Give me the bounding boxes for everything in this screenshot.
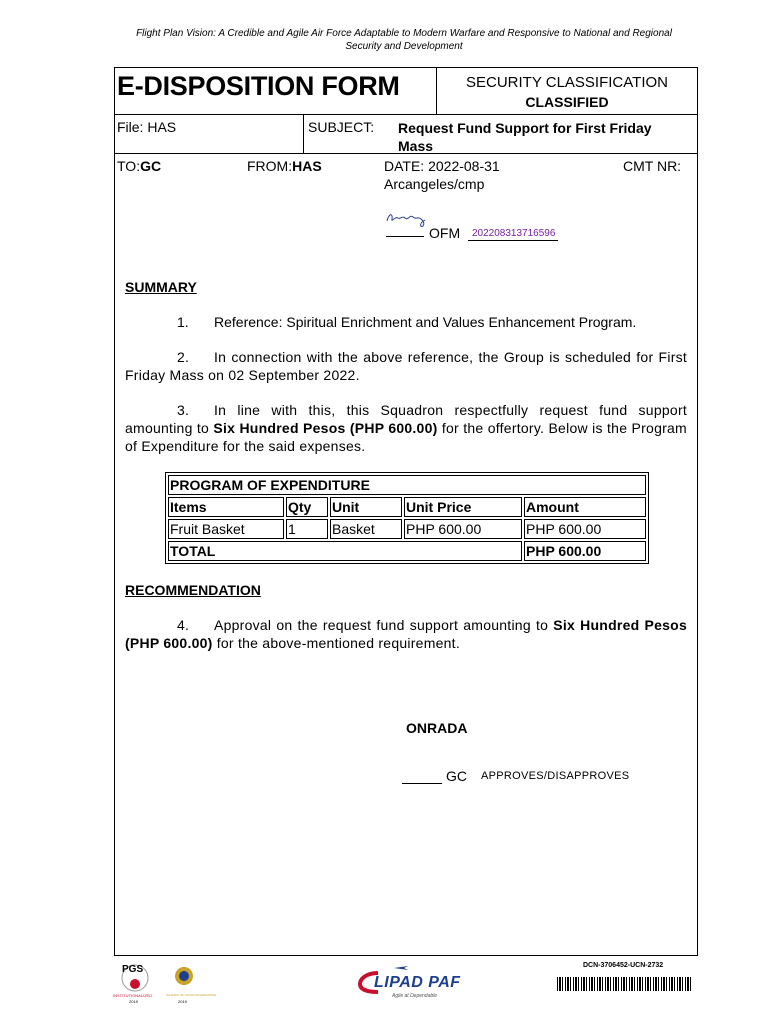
- date-field: [384, 157, 500, 175]
- form-title: E-DISPOSITION FORM: [117, 71, 400, 101]
- column-header: Amount: [524, 497, 646, 517]
- pgs-logo-text: PGS: [122, 964, 144, 975]
- from-field: [247, 157, 322, 175]
- brand-tagline: Agile at Dependable: [392, 993, 438, 999]
- governance-seal-icon: [166, 962, 202, 992]
- expenditure-table: [165, 472, 649, 564]
- subject-line-1: Request Fund Support for First Friday: [398, 120, 652, 136]
- cmt-label: CMT NR:: [623, 158, 682, 174]
- paragraph-1-number: 1.: [177, 314, 189, 330]
- paragraph-4-number: 4.: [177, 617, 190, 633]
- table-cell: PHP 600.00: [524, 519, 646, 539]
- governance-logo: [166, 962, 217, 1006]
- from-label: FROM:: [247, 158, 293, 174]
- jet-icon: [394, 964, 408, 972]
- column-header: Qty: [286, 497, 328, 517]
- approval-action: APPROVES/DISAPPROVES: [481, 770, 630, 782]
- vision-line-1: Flight Plan Vision: A Credible and Agile Air Force Adaptable to Modern Warfare and Responsive to National and Regional: [136, 28, 672, 39]
- pgs-logo: [113, 962, 157, 1006]
- subject-label: SUBJECT:: [308, 119, 375, 135]
- total-value: PHP 600.00: [524, 541, 646, 561]
- governance-logo-caption: ISLANDS OF GOOD GOVERNANCE: [166, 993, 217, 997]
- pgs-logo-caption: INSTITUTIONALIZED: [113, 993, 153, 998]
- approval-gc-label: GC: [446, 768, 467, 784]
- total-label: TOTAL: [168, 541, 522, 561]
- signature-line: [386, 236, 424, 237]
- paragraph-4: [125, 616, 687, 652]
- summary-heading: SUMMARY: [125, 279, 197, 295]
- paragraph-2: [125, 348, 687, 384]
- table-row: [168, 519, 646, 539]
- disposition-form: [114, 67, 698, 956]
- brand-name: LIPAD PAF: [374, 974, 461, 991]
- security-classification-label: SECURITY CLASSIFICATION: [466, 74, 668, 91]
- table-cell: Basket: [330, 519, 402, 539]
- approval-line: [402, 783, 442, 784]
- column-header: Unit Price: [404, 497, 522, 517]
- paragraph-3-amount: Six Hundred Pesos (PHP 600.00): [213, 420, 438, 436]
- file-value: HAS: [147, 119, 177, 135]
- paragraph-2-text: In connection with the above reference, the Group is scheduled for First Friday Mass on 02 September 2022.: [125, 349, 687, 383]
- paragraph-4-text-post: for the above-mentioned requirement.: [212, 635, 460, 651]
- file-label: File:: [117, 119, 144, 135]
- barcode: [557, 977, 691, 991]
- paragraph-1: [125, 313, 687, 331]
- vision-statement: [110, 27, 698, 53]
- divider: [303, 114, 304, 153]
- to-value: GC: [140, 158, 162, 174]
- pgs-logo-year: 2019: [129, 999, 138, 1004]
- dcn-number: DCN-3706452-UCN-2732: [583, 962, 664, 969]
- paragraph-3: [125, 401, 687, 455]
- signatory-name: ONRADA: [406, 720, 468, 736]
- paragraph-1-text: Reference: Spiritual Enrichment and Values Enhancement Program.: [214, 314, 637, 330]
- security-classification-value: CLASSIFIED: [525, 94, 609, 110]
- ofm-label: OFM: [429, 225, 461, 241]
- divider: [115, 114, 697, 115]
- to-label: TO:: [117, 158, 141, 174]
- from-value: HAS: [292, 158, 322, 174]
- paragraph-4-text-pre: Approval on the request fund support amounting to: [214, 617, 554, 633]
- paragraph-2-number: 2.: [177, 349, 190, 365]
- date-value: 2022-08-31: [428, 158, 500, 174]
- table-total-row: [168, 541, 646, 561]
- prepared-by: Arcangeles/cmp: [384, 176, 485, 192]
- table-title-row: [168, 475, 646, 495]
- initials-signature-icon: [385, 211, 429, 229]
- paragraph-3-text-post: for the offertory. Below is the Program of Expenditure for the said expenses.: [125, 420, 687, 454]
- subject-line-2: Mass: [398, 138, 434, 154]
- paragraph-3-text-pre: In line with this, this Squadron respectfully request fund support amounting to: [125, 402, 687, 436]
- date-label: DATE:: [384, 158, 425, 174]
- file-field: [117, 118, 176, 136]
- recommendation-heading: RECOMMENDATION: [125, 582, 261, 598]
- vision-line-2: Security and Development: [345, 41, 463, 52]
- table-title: PROGRAM OF EXPENDITURE: [168, 475, 646, 495]
- ofm-number: 202208313716596: [468, 228, 558, 241]
- table-header-row: [168, 497, 646, 517]
- paragraph-3-number: 3.: [177, 402, 190, 418]
- lipad-paf-logo: [358, 964, 478, 1004]
- table-cell: PHP 600.00: [404, 519, 522, 539]
- table-cell: 1: [286, 519, 328, 539]
- paragraph-4-amount: Six Hundred Pesos (PHP 600.00): [125, 617, 688, 651]
- column-header: Unit: [330, 497, 402, 517]
- governance-logo-year: 2019: [178, 999, 187, 1004]
- to-field: [117, 157, 161, 175]
- table-cell: Fruit Basket: [168, 519, 284, 539]
- column-header: Items: [168, 497, 284, 517]
